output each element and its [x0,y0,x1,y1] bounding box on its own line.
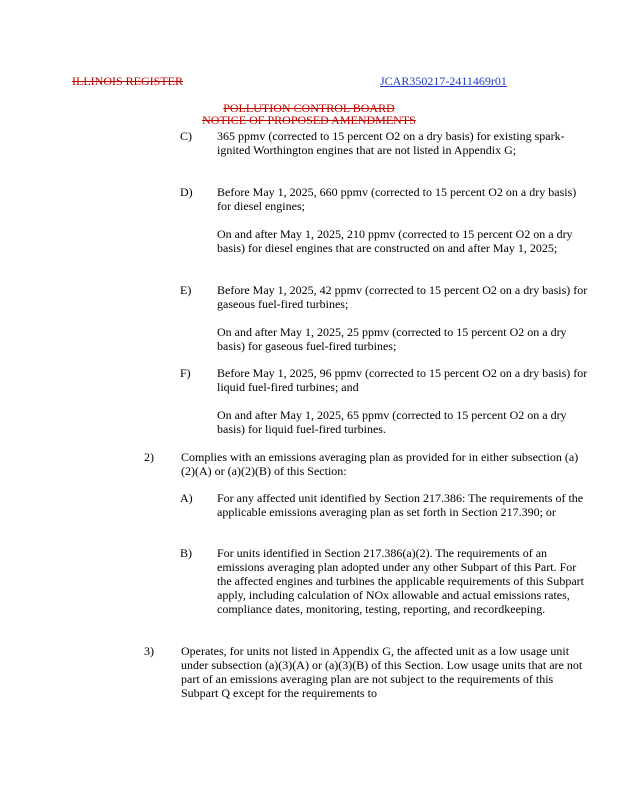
item-text-2 [181,450,589,478]
item-text-d-2 [217,227,589,255]
item-2-para-1: Complies with an emissions averaging plan as provided for in either subsection (a)(2)(A) or (a)(2)(B) of this Section: [181,450,579,478]
item-f-para-1: Before May 1, 2025, 96 ppmv (corrected to 15 percent O2 on a dry basis) for liquid fuel-fired turbines; and [217,366,588,394]
item-label-2: 2) [144,450,154,464]
header-document-id: JCAR350217-2411469r01 [380,74,507,88]
item-label-a: A) [180,491,193,505]
item-b-para-1: For units identified in Section 217.386(a)(2). The requirements of an emissions averaging plan adopted under any other Subpart of this Part. For the affected engines and turbines the applicable requirements of this Subpart apply, including calculation of NOx allowable and actual emissions rates, compliance dates, monitoring, testing, reporting, and recordkeeping. [217,546,584,616]
item-a-para-1: For any affected unit identified by Section 217.386: The requirements of the applicable emissions averaging plan as set forth in Section 217.390; or [217,491,584,519]
item-e-para-2: On and after May 1, 2025, 25 ppmv (corrected to 15 percent O2 on a dry basis) for gaseous fuel-fired turbines; [217,325,567,353]
item-3-para-1: Operates, for units not listed in Appendix G, the affected unit as a low usage unit under subsection (a)(3)(A) or (a)(3)(B) of this Section. Low usage units that are not part of an emissions averaging plan are not subject to the requirements of this Subpart Q except for the requirements to [181,644,583,700]
header-register-title: ILLINOIS REGISTER [72,74,183,88]
item-text-f-2 [217,408,589,436]
item-text-f-1 [217,366,589,394]
item-d-para-1: Before May 1, 2025, 660 ppmv (corrected to 15 percent O2 on a dry basis) for diesel engines; [217,185,577,213]
item-text-3 [181,644,589,700]
item-c-para-1: 365 ppmv (corrected to 15 percent O2 on a dry basis) for existing spark-ignited Worthington engines that are not listed in Appendix G; [217,129,565,157]
item-label-f: F) [180,366,191,380]
item-label-c: C) [180,129,192,143]
agency-name: POLLUTION CONTROL BOARD [223,101,395,115]
item-label-b: B) [180,546,192,560]
item-d-para-2: On and after May 1, 2025, 210 ppmv (corrected to 15 percent O2 on a dry basis) for diesel engines that are constructed on and after May 1, 2025; [217,227,573,255]
item-text-e-1 [217,283,589,311]
item-text-b [217,546,589,616]
item-text-a [217,491,589,519]
item-label-d: D) [180,185,193,199]
item-text-c [217,129,589,157]
item-text-d-1 [217,185,589,213]
item-label-e: E) [180,283,192,297]
item-f-para-2: On and after May 1, 2025, 65 ppmv (corrected to 15 percent O2 on a dry basis) for liquid fuel-fired turbines. [217,408,567,436]
item-label-3: 3) [144,644,154,658]
item-e-para-1: Before May 1, 2025, 42 ppmv (corrected to 15 percent O2 on a dry basis) for gaseous fuel-fired turbines; [217,283,588,311]
item-text-e-2 [217,325,589,353]
notice-title: NOTICE OF PROPOSED AMENDMENTS [202,113,416,127]
